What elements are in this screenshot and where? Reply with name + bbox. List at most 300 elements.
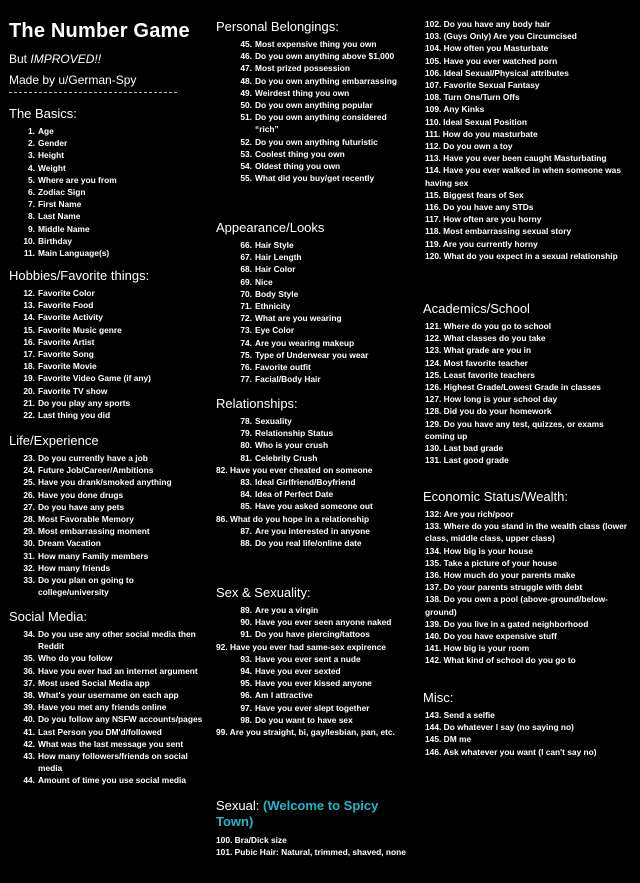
question-number: 15.	[23, 324, 35, 335]
section-heading: Sex & Sexuality:	[216, 585, 311, 600]
question-number: 100.	[216, 835, 233, 845]
section-sexual-continued	[423, 18, 635, 262]
question-number: 37.	[23, 677, 35, 688]
question-number: 126.	[425, 382, 442, 393]
question-number: 119.	[425, 238, 441, 249]
question-label: Weight	[38, 162, 66, 173]
question-label: Future Job/Career/Ambitions	[38, 465, 154, 476]
question-number: 70.	[240, 288, 252, 299]
question-number: 117.	[425, 214, 441, 225]
question-list	[9, 452, 205, 598]
list-item	[9, 397, 205, 409]
question-text	[425, 42, 635, 54]
section-economic	[423, 489, 635, 667]
list-item	[423, 733, 635, 745]
question-list	[423, 320, 635, 466]
question-label: Do you live in a gated neighborhood	[443, 618, 589, 629]
question-label: What classes do you take	[443, 333, 546, 344]
list-item	[423, 642, 635, 654]
list-item	[423, 508, 635, 520]
list-item	[423, 405, 635, 417]
question-text	[425, 721, 635, 733]
list-item	[423, 79, 635, 91]
question-label: Most Favorable Memory	[38, 514, 134, 525]
list-item	[216, 50, 412, 62]
question-label: Middle Name	[38, 223, 90, 234]
question-number: 69.	[240, 276, 252, 287]
list-item	[423, 213, 635, 225]
list-item	[9, 652, 205, 664]
list-item	[423, 332, 635, 344]
question-number: 122.	[425, 333, 442, 344]
question-number: 134.	[425, 545, 442, 556]
list-item	[9, 162, 205, 174]
question-text	[425, 654, 635, 666]
question-label: Any Kinks	[443, 104, 485, 115]
list-item	[216, 172, 412, 184]
question-number: 137.	[425, 582, 442, 593]
question-number: 50.	[240, 100, 252, 111]
question-number: 25.	[23, 477, 35, 488]
question-label: Relationship Status	[255, 428, 334, 439]
question-number: 128.	[425, 406, 442, 417]
list-item	[9, 336, 205, 348]
question-label: Most expensive thing you own	[255, 39, 377, 49]
question-text	[425, 454, 635, 466]
section-heading: Economic Status/Wealth:	[423, 489, 568, 504]
question-label: Favorite Video Game (if any)	[38, 373, 151, 384]
question-text	[216, 641, 412, 653]
question-label: How do you masturbate	[442, 128, 538, 139]
question-number: 130.	[425, 443, 442, 454]
question-text	[425, 30, 635, 42]
question-number: 43.	[23, 751, 35, 762]
section-life	[9, 433, 205, 598]
list-item	[216, 361, 412, 373]
question-number: 121.	[425, 321, 442, 331]
list-item	[423, 746, 635, 758]
question-number: 84.	[240, 489, 252, 500]
list-item	[9, 476, 205, 488]
question-label: Body Style	[255, 288, 299, 299]
question-number: 85.	[240, 501, 252, 512]
question-number: 30.	[23, 538, 35, 549]
question-label: Hair Length	[255, 252, 302, 263]
question-label: Do you own anything futuristic	[255, 136, 378, 147]
list-item	[9, 489, 205, 501]
question-text	[425, 630, 635, 642]
list-item	[216, 427, 412, 439]
question-text	[425, 225, 635, 237]
list-item	[216, 136, 412, 148]
question-text	[425, 128, 635, 140]
list-item	[9, 287, 205, 299]
question-number: 146.	[425, 746, 442, 757]
list-item	[9, 210, 205, 222]
question-number: 47.	[240, 63, 252, 74]
question-label: What are you wearing	[255, 313, 342, 324]
list-item	[9, 174, 205, 186]
list-item	[423, 67, 635, 79]
question-label: Favorite Color	[38, 288, 95, 298]
list-item	[216, 288, 412, 300]
list-item	[9, 665, 205, 677]
question-number: 95.	[240, 678, 252, 689]
question-label: Do your parents struggle with debt	[443, 582, 583, 593]
list-item	[216, 337, 412, 349]
list-item	[216, 276, 412, 288]
question-label: Have you ever kissed anyone	[255, 678, 372, 689]
question-number: 82.	[216, 464, 228, 475]
question-label: Do you own anything embarrassing	[255, 75, 397, 86]
question-label: Ideal Sexual/Physical attributes	[443, 67, 569, 78]
question-label: Do you have any body hair	[443, 19, 551, 29]
question-text	[425, 508, 635, 520]
list-item	[216, 677, 412, 689]
list-item	[423, 344, 635, 356]
question-label: Do you have any test, quizzes, or exams coming up	[425, 418, 604, 441]
list-item	[423, 557, 635, 569]
question-number: 143.	[425, 710, 442, 720]
list-item	[9, 689, 205, 701]
list-item	[9, 464, 205, 476]
question-number: 87.	[240, 525, 252, 536]
question-label: What was the last message you sent	[38, 738, 184, 749]
question-number: 28.	[23, 514, 35, 525]
question-label: Zodiac Sign	[38, 187, 86, 198]
question-label: Pubic Hair: Natural, trimmed, shaved, none	[234, 847, 406, 858]
question-number: 104.	[425, 43, 442, 54]
section-academics	[423, 301, 635, 466]
section-heading: Academics/School	[423, 301, 530, 316]
question-number: 89.	[240, 605, 252, 615]
question-number: 76.	[240, 362, 252, 373]
list-item	[423, 201, 635, 213]
list-item	[423, 55, 635, 67]
question-text	[216, 834, 412, 846]
list-item	[216, 702, 412, 714]
question-number: 21.	[23, 397, 35, 408]
question-label: Are you rich/poor	[443, 509, 514, 519]
question-label: Are you straight, bi, gay/lesbian, pan, etc.	[229, 727, 395, 738]
question-number: 31.	[23, 550, 35, 561]
question-number: 33.	[23, 575, 35, 586]
question-number: 7.	[28, 199, 35, 210]
question-number: 42.	[23, 738, 35, 749]
question-number: 29.	[23, 526, 35, 537]
list-item	[9, 738, 205, 750]
question-label: Favorite Food	[38, 300, 94, 311]
list-item	[9, 186, 205, 198]
question-text	[425, 344, 635, 356]
list-item	[423, 569, 635, 581]
list-item	[9, 137, 205, 149]
list-item	[216, 87, 412, 99]
question-list	[216, 604, 412, 738]
question-label: Who do you follow	[38, 653, 113, 664]
list-item	[216, 525, 412, 537]
question-label: Do you own anything above $1,000	[255, 51, 395, 62]
question-number: 77.	[240, 374, 252, 385]
question-number: 138.	[425, 594, 442, 605]
question-label: Have you ever had same-sex expirence	[229, 641, 386, 652]
question-number: 99.	[216, 727, 228, 738]
question-label: Oldest thing you own	[255, 161, 341, 172]
question-number: 12.	[23, 288, 35, 298]
question-number: 106.	[425, 67, 442, 78]
question-number: 132:	[425, 509, 442, 519]
question-number: 13.	[23, 300, 35, 311]
list-item	[423, 103, 635, 115]
list-item	[9, 550, 205, 562]
question-label: (Guys Only) Are you Circumcised	[443, 31, 577, 42]
question-number: 17.	[23, 349, 35, 360]
list-item	[216, 324, 412, 336]
question-label: How much do your parents make	[443, 570, 576, 581]
list-item	[216, 476, 412, 488]
question-number: 32.	[23, 562, 35, 573]
question-text	[425, 381, 635, 393]
list-item	[216, 148, 412, 160]
section-sexual	[216, 798, 412, 858]
question-text	[425, 545, 635, 557]
question-number: 127.	[425, 394, 442, 405]
list-item	[423, 91, 635, 103]
question-number: 26.	[23, 489, 35, 500]
list-item	[9, 677, 205, 689]
question-number: 20.	[23, 385, 35, 396]
question-label: Weirdest thing you own	[255, 87, 350, 98]
question-list	[9, 125, 205, 259]
question-number: 135.	[425, 557, 442, 568]
question-label: Have you ever walked in when someone was having sex	[425, 165, 621, 188]
question-number: 141.	[425, 643, 442, 654]
list-item	[216, 239, 412, 251]
question-list	[216, 239, 412, 385]
list-item	[9, 525, 205, 537]
question-label: Favorite outfit	[255, 362, 311, 373]
list-item	[216, 616, 412, 628]
question-label: Do you have any STDs	[443, 202, 534, 213]
subtitle-emphasis: IMPROVED!!	[30, 52, 102, 66]
question-label: What's your username on each app	[38, 690, 179, 701]
question-text	[425, 733, 635, 745]
question-label: Where do you stand in the wealth class (lower class, middle class, upper class)	[425, 521, 627, 544]
section-heading: Life/Experience	[9, 433, 99, 448]
list-item	[423, 42, 635, 54]
question-label: Favorite Song	[38, 349, 94, 360]
list-item	[216, 452, 412, 464]
question-number: 73.	[240, 325, 252, 336]
list-item	[9, 348, 205, 360]
question-number: 145.	[425, 734, 442, 745]
list-item	[423, 630, 635, 642]
question-text	[425, 369, 635, 381]
list-item	[9, 562, 205, 574]
list-item	[423, 618, 635, 630]
question-label: Most favorite teacher	[443, 357, 528, 368]
list-item	[216, 513, 412, 525]
question-label: Most embarrassing sexual story	[443, 226, 572, 237]
question-label: Ask whatever you want (I can't say no)	[443, 746, 597, 757]
list-item	[216, 500, 412, 512]
question-label: Are you interested in anyone	[255, 525, 370, 536]
spicy-town-label: (Welcome to Spicy Town)	[216, 798, 379, 829]
question-number: 36.	[23, 665, 35, 676]
section-sex-sexuality	[216, 585, 412, 738]
list-item	[9, 513, 205, 525]
list-item	[423, 654, 635, 666]
question-list	[423, 709, 635, 758]
list-item	[216, 111, 412, 135]
question-label: Are you wearing makeup	[255, 337, 355, 348]
question-label: Idea of Perfect Date	[255, 489, 334, 500]
question-text	[425, 189, 635, 201]
question-label: Turn Ons/Turn Offs	[443, 92, 520, 103]
question-label: Take a picture of your house	[443, 557, 558, 568]
section-appearance	[216, 220, 412, 385]
list-item	[216, 665, 412, 677]
question-number: 120.	[425, 250, 442, 261]
question-label: How often you Masturbate	[443, 43, 549, 54]
question-text	[216, 846, 412, 858]
question-label: Last bad grade	[443, 443, 504, 454]
question-label: Hair Style	[255, 240, 294, 250]
question-number: 103.	[425, 31, 442, 42]
list-item	[423, 381, 635, 393]
section-personal-belongings	[216, 19, 412, 184]
question-label: What grade are you in	[443, 345, 532, 356]
list-item	[216, 38, 412, 50]
list-item	[9, 247, 205, 259]
question-number: 23.	[23, 453, 35, 463]
list-item	[9, 149, 205, 161]
list-item	[9, 409, 205, 421]
question-number: 19.	[23, 373, 35, 384]
question-number: 111.	[425, 128, 441, 139]
question-number: 44.	[23, 775, 35, 786]
question-text	[216, 513, 412, 525]
list-item	[216, 464, 412, 476]
question-label: Do you have expensive stuff	[443, 631, 557, 642]
question-text	[425, 91, 635, 103]
list-item	[423, 454, 635, 466]
question-number: 109.	[425, 104, 442, 115]
question-label: Coolest thing you own	[255, 148, 345, 159]
question-number: 98.	[240, 714, 252, 725]
list-item	[216, 846, 412, 858]
question-number: 112.	[425, 141, 441, 152]
list-item	[9, 701, 205, 713]
question-label: How big is your house	[443, 545, 533, 556]
question-text	[425, 18, 635, 30]
question-label: Do you want to have sex	[255, 714, 353, 725]
question-number: 142.	[425, 655, 442, 666]
list-item	[216, 263, 412, 275]
question-label: What did you buy/get recently	[255, 173, 375, 184]
question-label: Do you play any sports	[38, 397, 131, 408]
list-item	[216, 604, 412, 616]
list-item	[9, 198, 205, 210]
section-hobbies	[9, 268, 205, 421]
list-item	[423, 369, 635, 381]
list-item	[423, 238, 635, 250]
question-label: Age	[38, 126, 54, 136]
list-item	[423, 320, 635, 332]
question-label: Favorite Movie	[38, 361, 97, 372]
question-text	[425, 116, 635, 128]
list-item	[423, 545, 635, 557]
list-item	[423, 442, 635, 454]
question-number: 144.	[425, 722, 442, 733]
question-label: How many friends	[38, 562, 111, 573]
question-number: 91.	[240, 629, 252, 640]
question-text	[425, 320, 635, 332]
question-label: Did you do your homework	[443, 406, 552, 417]
question-number: 48.	[240, 75, 252, 86]
question-label: Do you currently have a job	[38, 453, 148, 463]
question-number: 9.	[28, 223, 35, 234]
question-text	[425, 213, 635, 225]
question-list	[9, 628, 205, 787]
question-label: What do you expect in a sexual relationship	[443, 250, 618, 261]
list-item	[216, 300, 412, 312]
question-text	[425, 405, 635, 417]
list-item	[216, 439, 412, 451]
question-number: 41.	[23, 726, 35, 737]
question-label: Do you own anything considered “rich”	[255, 112, 387, 135]
question-number: 139.	[425, 618, 442, 629]
list-item	[216, 251, 412, 263]
question-number: 86.	[216, 513, 228, 524]
question-label: What do you hope in a relationship	[229, 513, 370, 524]
question-number: 5.	[28, 174, 35, 185]
list-item	[423, 357, 635, 369]
question-text	[425, 393, 635, 405]
question-label: Most embarrassing moment	[38, 526, 150, 537]
question-number: 110.	[425, 116, 441, 127]
question-label: DM me	[443, 734, 472, 745]
list-item	[216, 349, 412, 361]
question-number: 80.	[240, 440, 252, 451]
list-item	[9, 574, 205, 598]
question-text	[425, 746, 635, 758]
question-number: 67.	[240, 252, 252, 263]
list-item	[423, 164, 635, 188]
section-heading: Social Media:	[9, 609, 88, 624]
question-label: Have you ever sexted	[255, 666, 341, 677]
subtitle-prefix: But	[9, 52, 31, 66]
section-heading: Misc:	[423, 690, 454, 705]
question-number: 78.	[240, 416, 252, 426]
divider	[9, 92, 177, 93]
question-number: 88.	[240, 538, 252, 549]
list-item	[9, 235, 205, 247]
question-number: 124.	[425, 357, 442, 368]
section-basics	[9, 106, 205, 259]
question-number: 97.	[240, 702, 252, 713]
question-list	[423, 18, 635, 262]
question-number: 45.	[240, 39, 252, 49]
question-number: 107.	[425, 80, 442, 91]
question-label: Favorite Sexual Fantasy	[443, 80, 540, 91]
question-label: What kind of school do you go to	[443, 655, 576, 666]
question-number: 79.	[240, 428, 252, 439]
list-item	[216, 373, 412, 385]
question-label: Have you ever been caught Masturbating	[443, 153, 607, 164]
list-item	[423, 225, 635, 237]
section-heading: Personal Belongings:	[216, 19, 339, 34]
